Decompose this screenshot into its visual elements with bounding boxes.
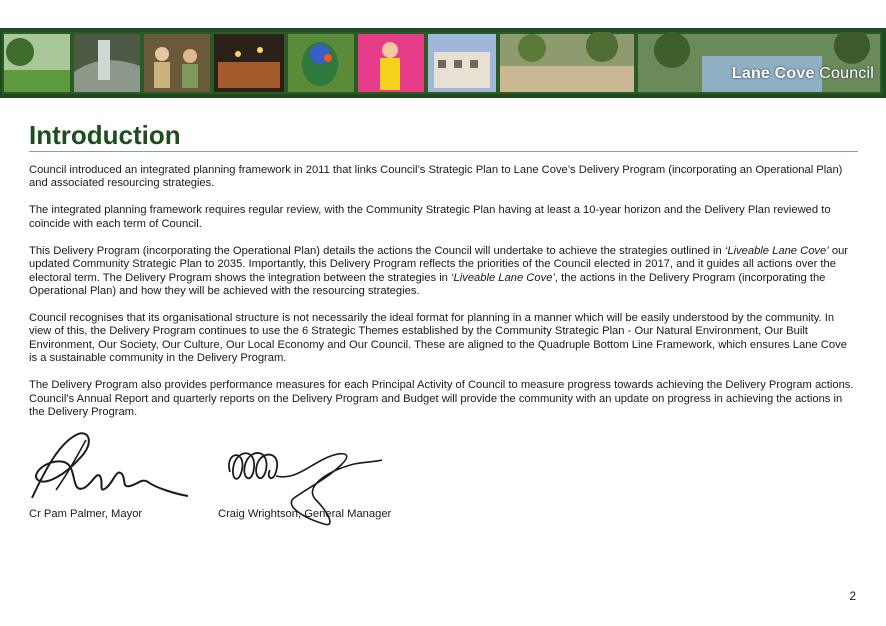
photo-strip bbox=[2, 32, 882, 94]
paragraph bbox=[29, 204, 857, 231]
page-number: 2 bbox=[849, 589, 856, 603]
logo-name: Lane Cove bbox=[731, 65, 815, 82]
body-text bbox=[29, 164, 857, 433]
text-run: , the actions in the Delivery Program (incorporating the Operational Plan) and how they will be achieved with the resourcing strategies. bbox=[29, 271, 826, 298]
text-run: This Delivery Program (incorporating the Operational Plan) details the actions the Council will undertake to achieve the strategies outlined in bbox=[29, 244, 725, 257]
mayor-signature bbox=[26, 428, 196, 504]
text-run: Council introduced an integrated planning framework in 2011 that links Council’s Strategic Plan to Lane Cove’s Delivery Program (incorporating an Operational Plan) and associated resourcing strategies. bbox=[29, 164, 843, 190]
text-run: Council recognises that its organisational structure is not necessarily the ideal format for planning in a manner which will be easily understood by the community. In view of this, the Delivery Program continues to use the 6 Strategic Themes established by the Community Strategic Plan - Our Natural Environment, Our Built Environment, Our Society, Our Culture, Our Local Economy and Our Council. These are aligned to the Quadruple Bottom Line Framework, which ensures Lane Cove is a sustainable community in the Delivery Program. bbox=[29, 312, 847, 365]
italic-phrase: ‘Liveable Lane Cove’ bbox=[451, 271, 555, 284]
text-run: our updated Community Strategic Plan to 2035. Importantly, this Delivery Program reflects the priorities of the Council elected in 2017, and it guides all actions over the electoral term. The Delivery Program shows the integration between the strategies in bbox=[29, 244, 849, 284]
paragraph bbox=[29, 245, 857, 299]
header-banner bbox=[0, 28, 886, 98]
paragraph bbox=[29, 379, 857, 419]
manager-name: Craig Wrightson, General Manager bbox=[218, 508, 392, 520]
logo-suffix: Council bbox=[814, 65, 874, 82]
text-run: The integrated planning framework requires regular review, with the Community Strategic Plan having at least a 10-year horizon and the Delivery Plan reviewed to coincide with each term of Council. bbox=[29, 204, 831, 230]
paragraph bbox=[29, 164, 857, 191]
italic-phrase: ‘Liveable Lane Cove’ bbox=[724, 244, 829, 257]
mayor-name: Cr Pam Palmer, Mayor bbox=[29, 508, 143, 520]
paragraph bbox=[29, 312, 857, 366]
text-run: The Delivery Program also provides performance measures for each Principal Activity of Council to measure progress towards achieving the Delivery Program actions. Council’s Annual Report and quarterly reports on the Delivery Program and Budget will provide the community with an update on progress in achieving the actions in the Delivery Program. bbox=[29, 379, 854, 419]
title-divider bbox=[29, 151, 858, 152]
photo-collage-icon bbox=[2, 32, 882, 94]
page-title: Introduction bbox=[29, 120, 181, 150]
council-logo[interactable] bbox=[732, 65, 874, 83]
